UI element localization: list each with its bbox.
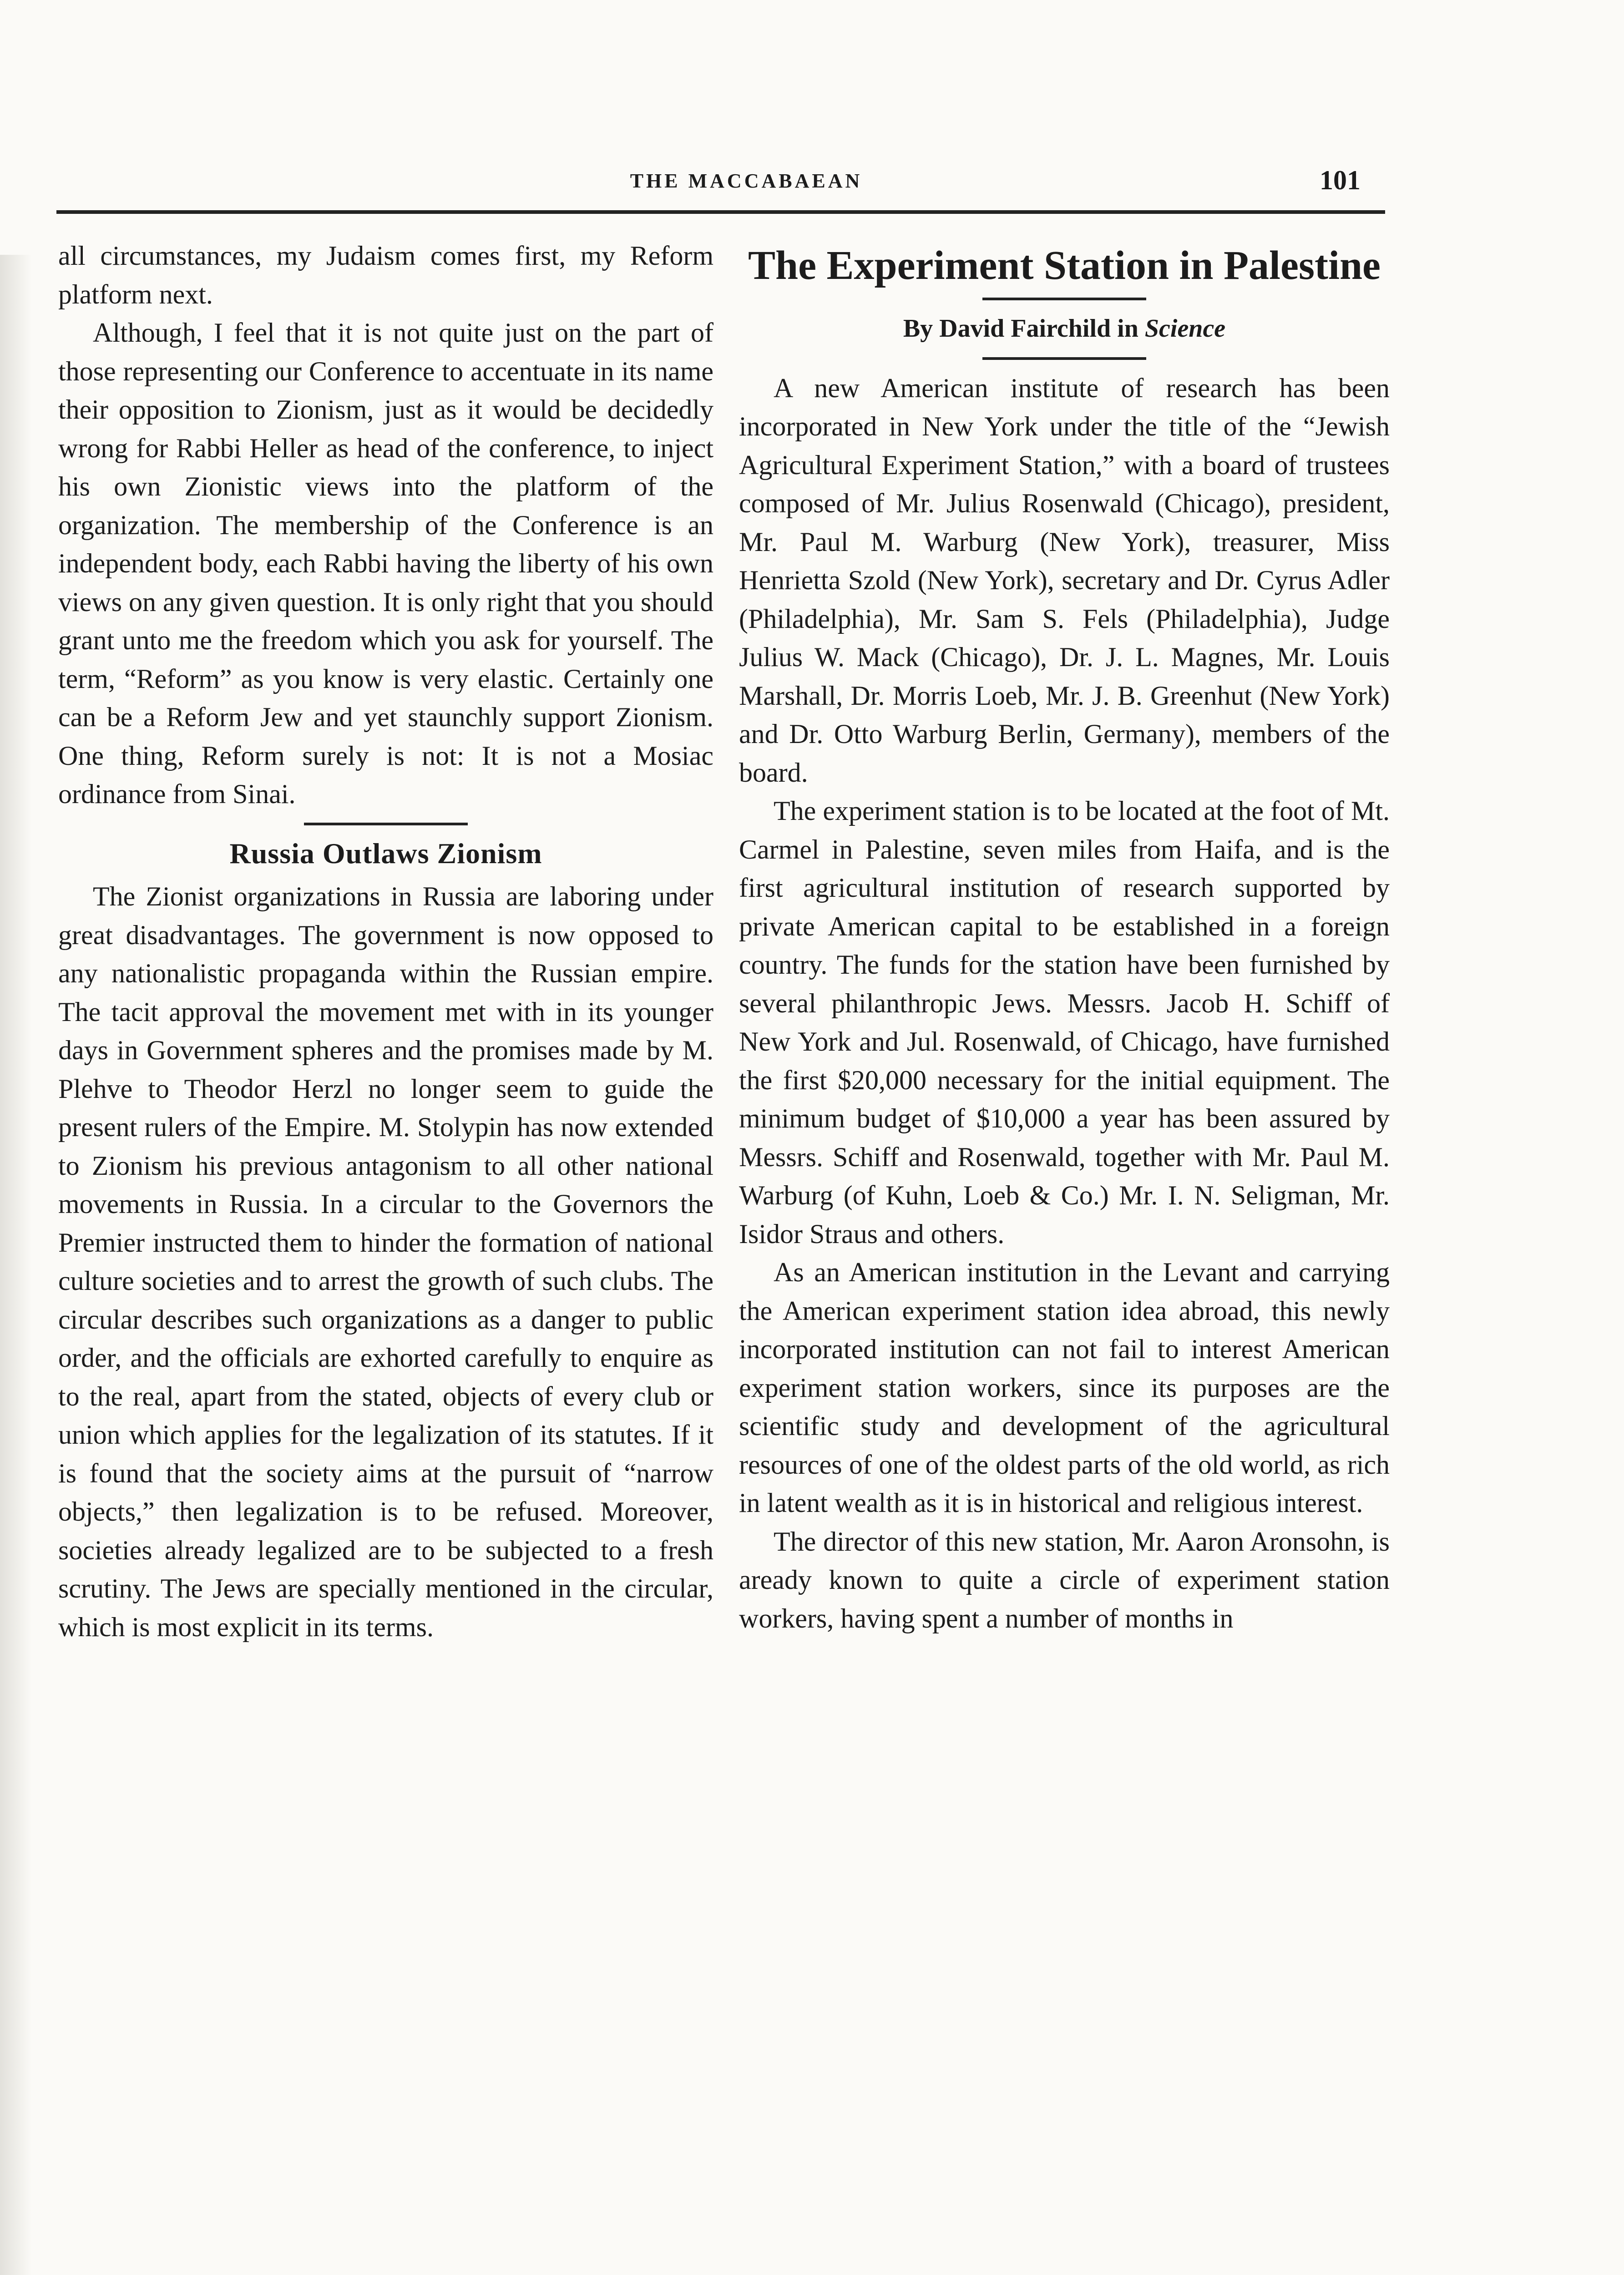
right-column xyxy=(739,237,1390,1638)
byline-author: By David Fairchild in xyxy=(903,314,1145,343)
continuation-paragraph: all circumstances, my Judaism comes first, my Reform platform next. xyxy=(58,241,713,309)
byline-divider xyxy=(982,357,1146,360)
section-title: Russia Outlaws Zionism xyxy=(229,837,542,870)
header-rule xyxy=(56,210,1385,214)
article-paragraph: The director of this new station, Mr. Aaron Aronsohn, is aready known to quite a circle of experiment station workers, having spent a number of months in xyxy=(739,1526,1390,1633)
byline xyxy=(739,309,1390,348)
previous-page-bleed-through xyxy=(0,255,32,2275)
title-divider xyxy=(982,298,1146,300)
page-number: 101 xyxy=(1320,165,1361,195)
article-paragraph: The experiment station is to be located at the foot of Mt. Carmel in Palestine, seven miles from Haifa, and is the first agricultural institution of research supported by private American capital to be established in a foreign country. The funds for the station have been furnished by several philanthropic Jews. Messrs. Jacob H. Schiff of New York and Jul. Rosenwald, of Chicago, have furnished the first $20,000 necessary for the initial equipment. The minimum budget of $10,000 a year has been assured by Messrs. Schiff and Rosenwald, together with Mr. Paul M. Warburg (of Kuhn, Loeb & Co.) Mr. I. N. Seligman, Mr. Isidor Straus and others. xyxy=(739,796,1390,1249)
continuation-paragraph: Although, I feel that it is not quite just on the part of those representing our Conference to accentuate in its name their opposition to Zionism, just as it would be decidedly wrong for Rabbi Heller as head of the conference, to inject his own Zionistic views into the platform of the organization. The membership of the Conference is an independent body, each Rabbi having the liberty of his own views on any given question. It is only right that you should grant unto me the freedom which you ask for yourself. The term, “Reform” as you know is very elastic. Certainly one can be a Reform Jew and yet staunchly support Zionism. One thing, Reform surely is not: It is not a Mosiac ordinance from Sinai. xyxy=(58,318,713,809)
article-paragraph: As an American institution in the Levant and carrying the American experiment station idea abroad, this newly incorporated institution can not fail to interest American experiment station workers, since its purposes are the scientific study and development of the agricultural resources of one of the oldest parts of the old world, as rich in latent wealth as it is in historical and religious interest. xyxy=(739,1257,1390,1518)
article-title: The Experiment Station in Palestine xyxy=(748,243,1381,288)
section-paragraph: The Zionist organizations in Russia are laboring under great disadvantages. The government is now opposed to any nationalistic propaganda within the Russian empire. The tacit approval the movement met with in its younger days in Government spheres and the promises made by M. Plehve to Theodor Herzl no longer seem to guide the present rulers of the Empire. M. Stolypin has now extended to Zionism his previous antagonism to all other national movements in Russia. In a circular to the Governors the Premier instructed them to hinder the formation of national culture societies and to arrest the growth of such clubs. The circular describes such organizations as a danger to public order, and the officials are exhorted carefully to enquire as to the real, apart from the stated, objects of every club or union which applies for the legalization of its statutes. If it is found that the society aims at the pursuit of “narrow objects,” then legalization is to be refused. Moreover, societies already legalized are to be subjected to a fresh scrutiny. The Jews are specially mentioned in the circular, which is most explicit in its terms. xyxy=(58,881,713,1642)
byline-source: Science xyxy=(1144,314,1226,343)
running-head: THE MACCABAEAN xyxy=(630,170,863,192)
article-paragraph: A new American institute of research has been incorporated in New York under the title of the “Jewish Agricultural Experiment Station,” with a board of trustees composed of Mr. Julius Rosenwald (Chicago), president, Mr. Paul M. Warburg (New York), treasurer, Miss Henrietta Szold (New York), secretary and Dr. Cyrus Adler (Philadelphia), Mr. Sam S. Fels (Philadelphia), Judge Julius W. Mack (Chicago), Dr. J. L. Magnes, Mr. Louis Marshall, Dr. Morris Loeb, Mr. J. B. Greenhut (New York) and Dr. Otto Warburg Berlin, Germany), members of the board. xyxy=(739,373,1390,788)
section-divider xyxy=(304,823,468,825)
left-column xyxy=(58,237,713,1646)
